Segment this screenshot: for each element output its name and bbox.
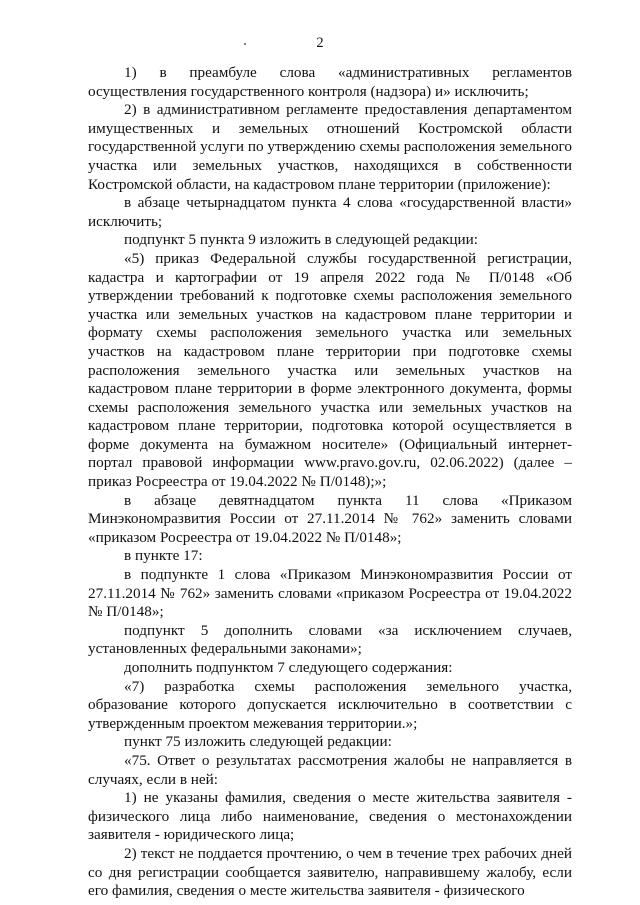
paragraph-6: в абзаце девятнадцатом пункта 11 слова «Приказом Минэкономразвития России от 27.11.2014 № 762» заменить словами «приказом Росреестра от 19.04.2022 № П/0148»; xyxy=(88,491,572,546)
paragraph-13: «75. Ответ о результатах рассмотрения жалобы не направляется в случаях, если в ней: xyxy=(88,751,572,788)
paragraph-4: подпункт 5 пункта 9 изложить в следующей редакции: xyxy=(124,231,478,249)
paragraph-1: 1) в преамбуле слова «административных регламентов осуществления государственного контроля (надзора) и» исключить; xyxy=(88,64,572,100)
paragraph-12: пункт 75 изложить следующей редакции: xyxy=(124,733,392,751)
paragraph-15: 2) текст не поддается прочтению, о чем в течение трех рабочих дней со дня регистрации сообщается заявителю, направившему жалобу, если его фамилия, сведения о месте жительства заявителя - физического xyxy=(88,844,572,900)
paragraph-7: в пункте 17: xyxy=(124,547,203,565)
paragraph-8: в подпункте 1 слова «Приказом Минэкономразвития России от 27.11.2014 № 762» заменить словами «приказом Росреестра от 19.04.2022 № П/0148»; xyxy=(88,566,572,621)
paragraph-14: 1) не указаны фамилия, сведения о месте жительства заявителя - физического лица либо наименование, сведения о местонахождении заявителя - юридического лица; xyxy=(88,789,572,844)
paragraph-3: в абзаце четырнадцатом пункта 4 слова «государственной власти» исключить; xyxy=(88,194,572,230)
paragraph-11: «7) разработка схемы расположения земельного участка, образование которого допускается исключительно в соответствии с утвержденным проектом межевания территории.»; xyxy=(88,677,572,732)
paragraph-5: «5) приказ Федеральной службы государственной регистрации, кадастра и картографии от 19 апреля 2022 года № П/0148 «Об утверждении требований к подготовке схемы расположения земельного участка или земельных участков на кадастровом плане территории и формату схемы расположения земельного участка или земельных участков на кадастровом плане территории при подготовке схемы расположения земельного участка или земельных участков на кадастровом плане территории в форме электронного документа, формы схемы расположения земельного участка или земельных участков на кадастровом плане территории, подготовка которой осуществляется в форме документа на бумажном носителе» (Официальный интернет-портал правовой информации www.pravo.gov.ru, 02.06.2022) (далее – приказ Росреестра от 19.04.2022 № П/0148);»; xyxy=(88,249,572,491)
paragraph-9: подпункт 5 дополнить словами «за исключением случаев, установленных федеральными законами»; xyxy=(88,621,572,658)
document-body xyxy=(88,64,572,901)
scan-speck xyxy=(244,43,246,45)
page-number: 2 xyxy=(316,35,324,51)
paragraph-10: дополнить подпунктом 7 следующего содержания: xyxy=(124,659,453,676)
paragraph-2: 2) в административном регламенте предоставления департаментом имущественных и земельных отношений Костромской области государственной услуги по утверждению схемы расположения земельного участка или земельных участков, находящихся в собственности Костромской области, на кадастровом плане территории (приложение): xyxy=(88,101,572,193)
